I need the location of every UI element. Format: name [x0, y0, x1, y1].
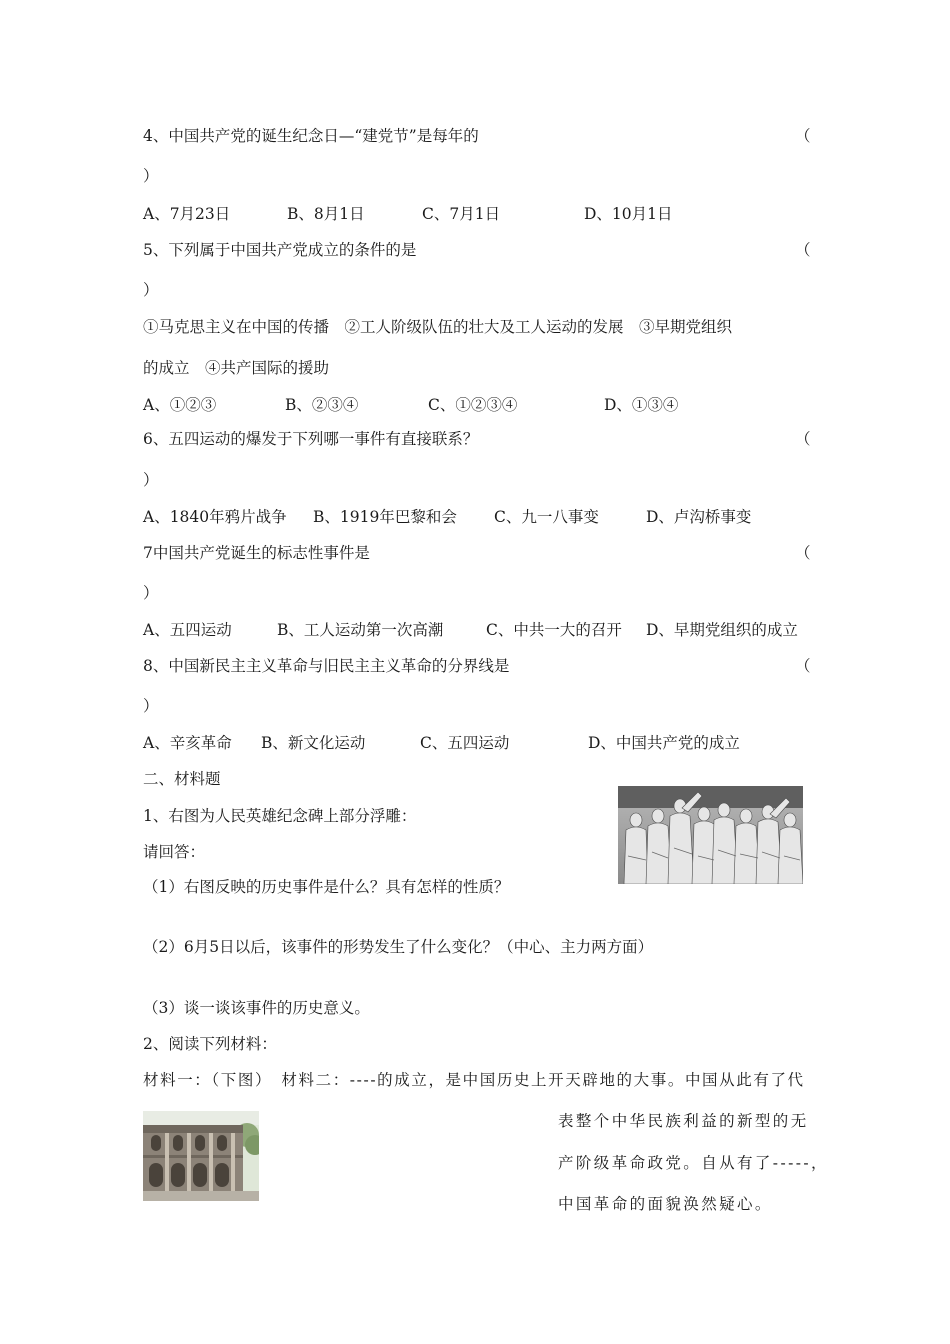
q8-option-b: B、新文化运动	[261, 734, 366, 752]
q5-option-d: D、①③④	[604, 396, 679, 414]
material2-line2: 表整个中华民族利益的新型的无	[558, 1112, 809, 1130]
q7-stem: 7中国共产党诞生的标志性事件是	[143, 544, 370, 562]
q8-option-d: D、中国共产党的成立	[588, 734, 740, 752]
q5-stem: 5、下列属于中国共产党成立的条件的是	[143, 241, 417, 259]
q5-paren-open: （	[795, 241, 811, 259]
q6-option-d: D、卢沟桥事变	[646, 508, 752, 526]
material2-intro: 2、阅读下列材料：	[143, 1035, 277, 1053]
q8-option-c: C、五四运动	[420, 734, 510, 752]
q7-option-a: A、五四运动	[143, 621, 232, 639]
material2-line1: 材料一：（下图） 材料二：----的成立，是中国历史上开天辟地的大事。中国从此有了代	[143, 1071, 805, 1089]
q4-option-a: A、7月23日	[143, 205, 231, 223]
q6-option-a: A、1840年鸦片战争	[143, 508, 287, 526]
q4-option-d: D、10月1日	[584, 205, 673, 223]
q5-option-a: A、①②③	[143, 396, 217, 414]
material1-prompt: 请回答：	[143, 843, 206, 861]
q7-paren-close: ）	[143, 584, 159, 602]
q6-option-b: B、1919年巴黎和会	[313, 508, 457, 526]
q7-option-d: D、早期党组织的成立	[646, 621, 798, 639]
q7-option-c: C、中共一大的召开	[486, 621, 622, 639]
memorial-building-photo	[143, 1111, 259, 1201]
q8-option-a: A、辛亥革命	[143, 734, 232, 752]
q4-stem: 4、中国共产党的诞生纪念日—“建党节”是每年的	[143, 127, 479, 145]
q4-option-b: B、8月1日	[287, 205, 365, 223]
q5-conditions-line1: ①马克思主义在中国的传播 ②工人阶级队伍的壮大及工人运动的发展 ③早期党组织	[143, 318, 733, 336]
material1-sub3: （3）谈一谈该事件的历史意义。	[143, 999, 370, 1017]
q7-option-b: B、工人运动第一次高潮	[277, 621, 444, 639]
q6-paren-open: （	[795, 430, 811, 448]
q6-paren-close: ）	[143, 471, 159, 489]
material1-sub2: （2）6月5日以后，该事件的形势发生了什么变化？（中心、主力两方面）	[143, 938, 654, 956]
relief-sculpture-photo	[618, 786, 803, 884]
q4-paren-close: ）	[143, 167, 159, 185]
q8-stem: 8、中国新民主主义革命与旧民主主义革命的分界线是	[143, 657, 510, 675]
q4-paren-open: （	[795, 127, 811, 145]
q7-paren-open: （	[795, 544, 811, 562]
q5-option-c: C、①②③④	[428, 396, 518, 414]
q5-paren-close: ）	[143, 281, 159, 299]
material2-line3: 产阶级革命政党。自从有了-----，	[558, 1154, 829, 1172]
material1-sub1: （1）右图反映的历史事件是什么？具有怎样的性质？	[143, 878, 510, 896]
material1-intro: 1、右图为人民英雄纪念碑上部分浮雕：	[143, 807, 417, 825]
material2-line4: 中国革命的面貌涣然疑心。	[558, 1195, 773, 1213]
q8-paren-close: ）	[143, 697, 159, 715]
q8-paren-open: （	[795, 657, 811, 675]
q6-option-c: C、九一八事变	[494, 508, 599, 526]
q5-option-b: B、②③④	[285, 396, 359, 414]
q6-stem: 6、五四运动的爆发于下列哪一事件有直接联系？	[143, 430, 479, 448]
q4-option-c: C、7月1日	[422, 205, 501, 223]
section2-heading: 二、材料题	[143, 770, 221, 788]
q5-conditions-line2: 的成立 ④共产国际的援助	[143, 359, 330, 377]
